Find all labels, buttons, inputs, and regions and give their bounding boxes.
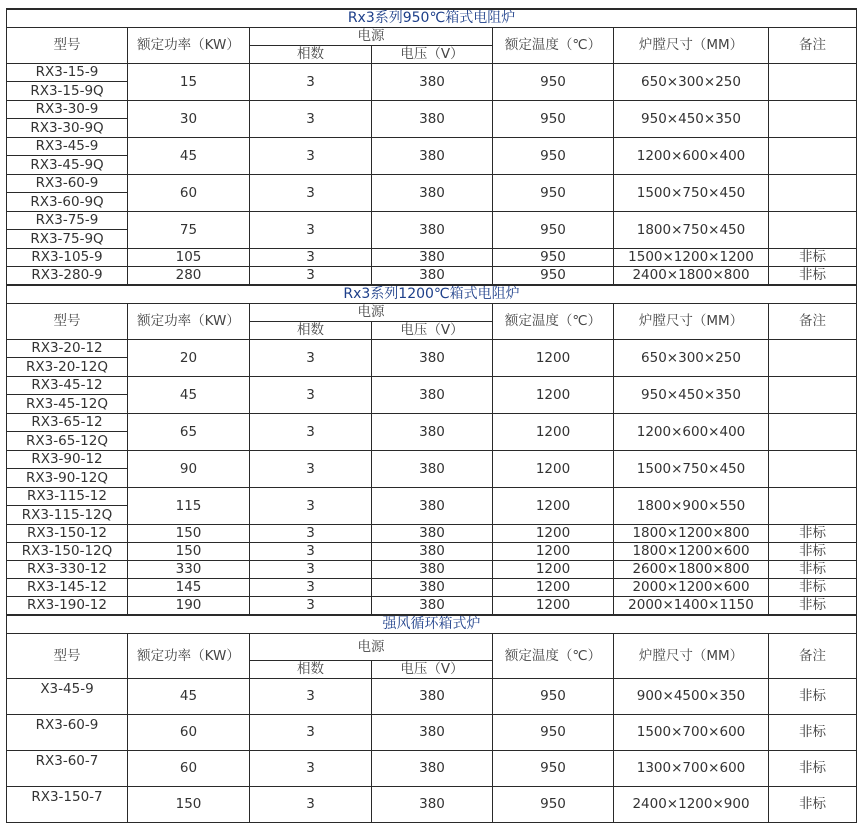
temp-cell: 950	[493, 267, 614, 286]
model-cell: RX3-60-9	[7, 715, 128, 751]
phase-cell: 3	[250, 451, 372, 488]
header-row	[7, 304, 857, 322]
phase-cell: 3	[250, 715, 372, 751]
header-temp: 额定温度（℃）	[493, 28, 614, 64]
header-row	[7, 28, 857, 46]
note-cell: 非标	[769, 579, 857, 597]
model-name: RX3-45-9Q	[30, 157, 104, 173]
model-cell: RX3-150-12Q	[7, 543, 128, 561]
phase-cell: 3	[250, 579, 372, 597]
model-cell: RX3-190-12	[7, 597, 128, 616]
temp-cell: 950	[493, 249, 614, 267]
note-cell	[769, 101, 857, 138]
model-name: RX3-15-9Q	[30, 83, 104, 99]
model-name: RX3-115-12	[7, 488, 127, 506]
header-power: 额定功率（KW）	[128, 28, 250, 64]
header-note: 备注	[769, 634, 857, 679]
header-voltage: 电压（V）	[372, 661, 493, 679]
size-cell: 1800×900×550	[614, 488, 769, 525]
power-cell: 30	[128, 101, 250, 138]
phase-cell: 3	[250, 212, 372, 249]
phase-cell: 3	[250, 414, 372, 451]
phase-cell: 3	[250, 340, 372, 377]
voltage-cell: 380	[372, 679, 493, 715]
power-cell: 45	[128, 138, 250, 175]
voltage-cell: 380	[372, 212, 493, 249]
model-name: RX3-90-12	[7, 451, 127, 469]
temp-cell: 1200	[493, 561, 614, 579]
table-row	[7, 451, 857, 488]
model-pair	[7, 64, 127, 100]
model-pair	[7, 451, 127, 487]
size-cell: 1500×1200×1200	[614, 249, 769, 267]
voltage-cell: 380	[372, 543, 493, 561]
model-pair	[7, 138, 127, 174]
table-body	[7, 9, 857, 823]
model-cell	[7, 340, 128, 377]
model-cell: RX3-330-12	[7, 561, 128, 579]
header-supply: 电源	[250, 634, 493, 661]
header-voltage: 电压（V）	[372, 322, 493, 340]
size-cell: 650×300×250	[614, 64, 769, 101]
voltage-cell: 380	[372, 787, 493, 823]
table-row	[7, 715, 857, 751]
phase-cell: 3	[250, 175, 372, 212]
model-pair	[7, 377, 127, 413]
header-supply: 电源	[250, 28, 493, 46]
model-cell: RX3-105-9	[7, 249, 128, 267]
power-cell: 45	[128, 679, 250, 715]
model-name: RX3-45-9	[7, 138, 127, 156]
power-cell: 115	[128, 488, 250, 525]
size-cell: 2000×1400×1150	[614, 597, 769, 616]
voltage-cell: 380	[372, 138, 493, 175]
model-name: RX3-20-12Q	[26, 359, 108, 375]
model-pair	[7, 488, 127, 524]
temp-cell: 1200	[493, 543, 614, 561]
size-cell: 1500×750×450	[614, 451, 769, 488]
power-cell: 145	[128, 579, 250, 597]
power-cell: 75	[128, 212, 250, 249]
note-cell: 非标	[769, 751, 857, 787]
header-power: 额定功率（KW）	[128, 304, 250, 340]
model-pair	[7, 340, 127, 376]
temp-cell: 950	[493, 679, 614, 715]
model-pair	[7, 175, 127, 211]
power-cell: 45	[128, 377, 250, 414]
table-row	[7, 679, 857, 715]
section-title-row	[7, 615, 857, 634]
table-row	[7, 543, 857, 561]
power-cell: 20	[128, 340, 250, 377]
power-cell: 90	[128, 451, 250, 488]
voltage-cell: 380	[372, 175, 493, 212]
model-pair	[7, 414, 127, 450]
note-cell	[769, 64, 857, 101]
voltage-cell: 380	[372, 414, 493, 451]
table-row	[7, 579, 857, 597]
note-cell	[769, 212, 857, 249]
model-cell: RX3-280-9	[7, 267, 128, 286]
section-title-row	[7, 285, 857, 304]
temp-cell: 950	[493, 101, 614, 138]
voltage-cell: 380	[372, 101, 493, 138]
model-cell	[7, 451, 128, 488]
voltage-cell: 380	[372, 377, 493, 414]
table-row	[7, 267, 857, 286]
table-row	[7, 414, 857, 451]
table-row	[7, 561, 857, 579]
model-name: RX3-65-12	[7, 414, 127, 432]
power-cell: 190	[128, 597, 250, 616]
header-voltage: 电压（V）	[372, 46, 493, 64]
model-name: RX3-60-9	[7, 175, 127, 193]
phase-cell: 3	[250, 561, 372, 579]
model-pair	[7, 212, 127, 248]
temp-cell: 950	[493, 138, 614, 175]
note-cell	[769, 340, 857, 377]
phase-cell: 3	[250, 597, 372, 616]
phase-cell: 3	[250, 525, 372, 543]
power-cell: 330	[128, 561, 250, 579]
model-name: RX3-45-12	[7, 377, 127, 395]
voltage-cell: 380	[372, 340, 493, 377]
note-cell	[769, 138, 857, 175]
voltage-cell: 380	[372, 751, 493, 787]
model-name: RX3-15-9	[7, 64, 127, 82]
temp-cell: 950	[493, 64, 614, 101]
phase-cell: 3	[250, 64, 372, 101]
table-row	[7, 751, 857, 787]
model-cell	[7, 414, 128, 451]
table-row	[7, 377, 857, 414]
temp-cell: 950	[493, 751, 614, 787]
note-cell: 非标	[769, 561, 857, 579]
size-cell: 2600×1800×800	[614, 561, 769, 579]
model-cell	[7, 212, 128, 249]
voltage-cell: 380	[372, 64, 493, 101]
temp-cell: 950	[493, 787, 614, 823]
furnace-spec-table-container	[6, 8, 856, 823]
size-cell: 1200×600×400	[614, 138, 769, 175]
phase-cell: 3	[250, 751, 372, 787]
note-cell	[769, 488, 857, 525]
header-supply: 电源	[250, 304, 493, 322]
model-name: RX3-30-9	[7, 101, 127, 119]
model-cell	[7, 64, 128, 101]
voltage-cell: 380	[372, 525, 493, 543]
temp-cell: 1200	[493, 340, 614, 377]
phase-cell: 3	[250, 377, 372, 414]
size-cell: 1500×700×600	[614, 715, 769, 751]
temp-cell: 950	[493, 715, 614, 751]
phase-cell: 3	[250, 138, 372, 175]
section-title-row	[7, 9, 857, 28]
voltage-cell: 380	[372, 579, 493, 597]
model-cell: RX3-150-12	[7, 525, 128, 543]
power-cell: 60	[128, 715, 250, 751]
note-cell	[769, 175, 857, 212]
header-row	[7, 634, 857, 661]
note-cell: 非标	[769, 543, 857, 561]
temp-cell: 1200	[493, 488, 614, 525]
note-cell: 非标	[769, 525, 857, 543]
note-cell: 非标	[769, 597, 857, 616]
temp-cell: 1200	[493, 579, 614, 597]
model-cell: RX3-145-12	[7, 579, 128, 597]
temp-cell: 1200	[493, 525, 614, 543]
voltage-cell: 380	[372, 488, 493, 525]
table-row	[7, 249, 857, 267]
header-size: 炉膛尺寸（MM）	[614, 28, 769, 64]
header-size: 炉膛尺寸（MM）	[614, 634, 769, 679]
size-cell: 1800×1200×600	[614, 543, 769, 561]
voltage-cell: 380	[372, 267, 493, 286]
phase-cell: 3	[250, 101, 372, 138]
temp-cell: 1200	[493, 451, 614, 488]
phase-cell: 3	[250, 267, 372, 286]
model-cell	[7, 175, 128, 212]
note-cell: 非标	[769, 267, 857, 286]
table-row	[7, 101, 857, 138]
header-power: 额定功率（KW）	[128, 634, 250, 679]
voltage-cell: 380	[372, 451, 493, 488]
note-cell	[769, 451, 857, 488]
temp-cell: 1200	[493, 414, 614, 451]
table-row	[7, 525, 857, 543]
temp-cell: 1200	[493, 597, 614, 616]
model-cell	[7, 138, 128, 175]
power-cell: 280	[128, 267, 250, 286]
size-cell: 650×300×250	[614, 340, 769, 377]
phase-cell: 3	[250, 488, 372, 525]
size-cell: 1300×700×600	[614, 751, 769, 787]
table-row	[7, 340, 857, 377]
header-note: 备注	[769, 28, 857, 64]
header-temp: 额定温度（℃）	[493, 304, 614, 340]
power-cell: 150	[128, 787, 250, 823]
model-name: RX3-65-12Q	[26, 433, 108, 449]
voltage-cell: 380	[372, 561, 493, 579]
furnace-spec-table	[6, 8, 857, 823]
header-phase: 相数	[250, 46, 372, 64]
size-cell: 950×450×350	[614, 101, 769, 138]
model-name: RX3-75-9	[7, 212, 127, 230]
table-row	[7, 138, 857, 175]
size-cell: 2000×1200×600	[614, 579, 769, 597]
model-name: RX3-45-12Q	[26, 396, 108, 412]
section-title: Rx3系列1200℃箱式电阻炉	[7, 285, 857, 304]
note-cell: 非标	[769, 715, 857, 751]
model-name: RX3-30-9Q	[30, 120, 104, 136]
power-cell: 150	[128, 525, 250, 543]
phase-cell: 3	[250, 787, 372, 823]
header-phase: 相数	[250, 322, 372, 340]
note-cell	[769, 414, 857, 451]
phase-cell: 3	[250, 249, 372, 267]
phase-cell: 3	[250, 543, 372, 561]
table-row	[7, 212, 857, 249]
model-name: RX3-75-9Q	[30, 231, 104, 247]
size-cell: 2400×1200×900	[614, 787, 769, 823]
size-cell: 1500×750×450	[614, 175, 769, 212]
table-row	[7, 64, 857, 101]
phase-cell: 3	[250, 679, 372, 715]
voltage-cell: 380	[372, 715, 493, 751]
header-size: 炉膛尺寸（MM）	[614, 304, 769, 340]
power-cell: 60	[128, 175, 250, 212]
header-model: 型号	[7, 304, 128, 340]
model-cell: X3-45-9	[7, 679, 128, 715]
model-cell: RX3-60-7	[7, 751, 128, 787]
model-name: RX3-60-9Q	[30, 194, 104, 210]
header-phase: 相数	[250, 661, 372, 679]
header-model: 型号	[7, 634, 128, 679]
temp-cell: 1200	[493, 377, 614, 414]
header-note: 备注	[769, 304, 857, 340]
size-cell: 900×4500×350	[614, 679, 769, 715]
table-row	[7, 787, 857, 823]
power-cell: 60	[128, 751, 250, 787]
power-cell: 105	[128, 249, 250, 267]
size-cell: 1800×1200×800	[614, 525, 769, 543]
note-cell: 非标	[769, 249, 857, 267]
header-temp: 额定温度（℃）	[493, 634, 614, 679]
temp-cell: 950	[493, 212, 614, 249]
table-row	[7, 597, 857, 616]
model-cell: RX3-150-7	[7, 787, 128, 823]
note-cell: 非标	[769, 679, 857, 715]
size-cell: 950×450×350	[614, 377, 769, 414]
power-cell: 65	[128, 414, 250, 451]
model-pair	[7, 101, 127, 137]
table-row	[7, 488, 857, 525]
power-cell: 15	[128, 64, 250, 101]
note-cell: 非标	[769, 787, 857, 823]
size-cell: 2400×1800×800	[614, 267, 769, 286]
power-cell: 150	[128, 543, 250, 561]
model-name: RX3-20-12	[7, 340, 127, 358]
voltage-cell: 380	[372, 597, 493, 616]
size-cell: 1800×750×450	[614, 212, 769, 249]
section-title: Rx3系列950℃箱式电阻炉	[7, 9, 857, 28]
model-name: RX3-115-12Q	[21, 507, 113, 523]
table-row	[7, 175, 857, 212]
model-cell	[7, 488, 128, 525]
voltage-cell: 380	[372, 249, 493, 267]
model-name: RX3-90-12Q	[26, 470, 108, 486]
model-cell	[7, 101, 128, 138]
note-cell	[769, 377, 857, 414]
temp-cell: 950	[493, 175, 614, 212]
header-model: 型号	[7, 28, 128, 64]
section-title: 强风循环箱式炉	[7, 615, 857, 634]
size-cell: 1200×600×400	[614, 414, 769, 451]
model-cell	[7, 377, 128, 414]
